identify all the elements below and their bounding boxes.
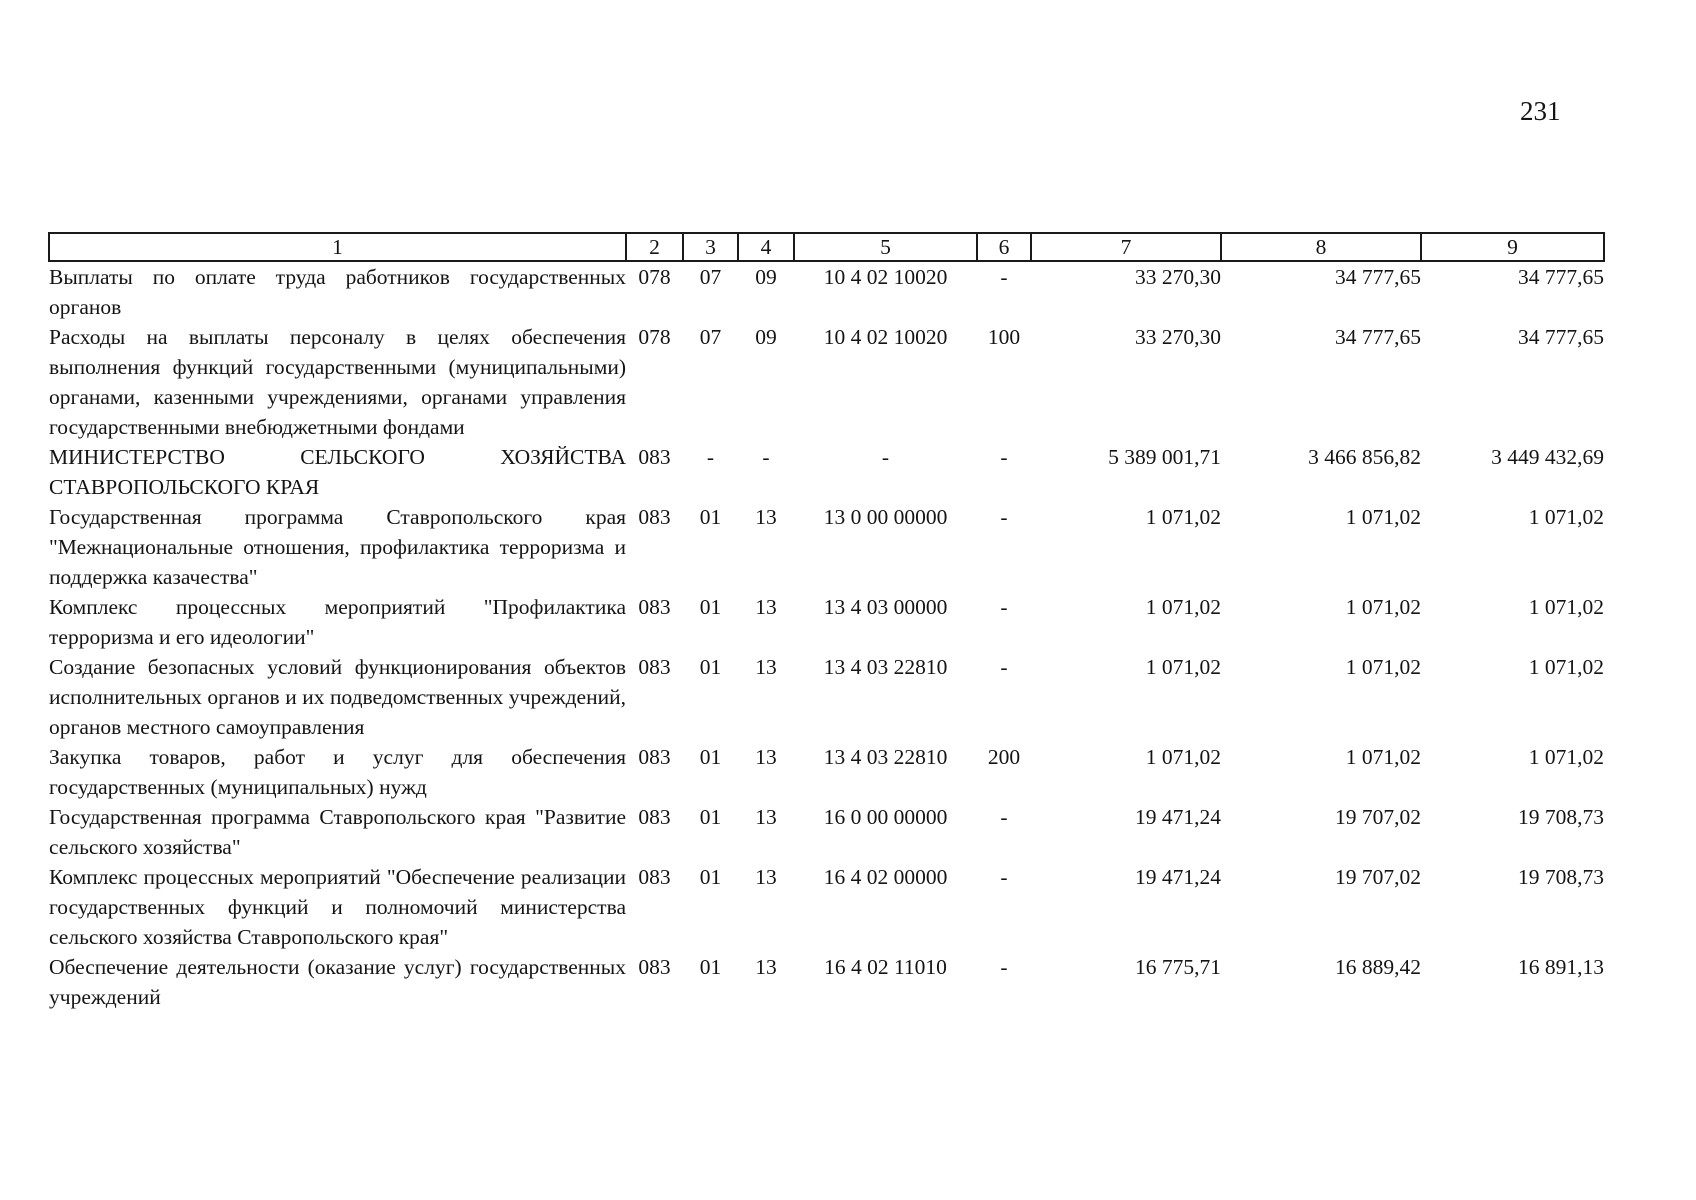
row-section: 01: [699, 805, 722, 829]
header-row: [49, 233, 1604, 261]
row-subsection: -: [762, 445, 770, 469]
row-amount-col7: 33 270,30: [1135, 325, 1221, 349]
table-row: [49, 502, 1604, 592]
row-amount-col7: 1 071,02: [1145, 505, 1221, 529]
row-name: Государственная программа Ставропольского края "Развитие сельского хозяйства": [49, 805, 626, 859]
table-row: [49, 322, 1604, 442]
row-amount-col8: 34 777,65: [1335, 325, 1421, 349]
row-section: 07: [699, 265, 722, 289]
row-amount-col7: 1 071,02: [1145, 655, 1221, 679]
header-col-5: 5: [794, 233, 977, 261]
row-amount-col9: 34 777,65: [1518, 325, 1604, 349]
row-target-article: 13 4 03 00000: [823, 595, 948, 619]
row-amount-col8: 1 071,02: [1345, 505, 1421, 529]
row-subsection: 13: [755, 745, 777, 769]
row-ministry-code: 083: [638, 445, 671, 469]
row-expense-type: -: [1000, 805, 1008, 829]
row-amount-col7: 33 270,30: [1135, 265, 1221, 289]
table-row: [49, 952, 1604, 1012]
table-row: [49, 592, 1604, 652]
header-col-7: 7: [1031, 233, 1221, 261]
row-name: Обеспечение деятельности (оказание услуг) государственных учреждений: [49, 955, 626, 1009]
row-name: Выплаты по оплате труда работников государственных органов: [49, 265, 626, 319]
row-section: 01: [699, 505, 722, 529]
row-ministry-code: 083: [638, 865, 671, 889]
row-subsection: 13: [755, 595, 777, 619]
row-ministry-code: 078: [638, 265, 671, 289]
row-amount-col9: 1 071,02: [1528, 595, 1604, 619]
row-amount-col8: 1 071,02: [1345, 595, 1421, 619]
row-amount-col9: 1 071,02: [1528, 745, 1604, 769]
row-name: Расходы на выплаты персоналу в целях обеспечения выполнения функций государственными (муниципальными) органами, казенными учреждениями, органами управления государственными внебюджетными фондами: [49, 325, 626, 439]
row-target-article: -: [881, 445, 890, 469]
header-col-2: 2: [626, 233, 683, 261]
row-expense-type: -: [1000, 865, 1008, 889]
row-target-article: 16 4 02 11010: [824, 955, 947, 979]
row-amount-col9: 34 777,65: [1518, 265, 1604, 289]
row-amount-col7: 5 389 001,71: [1108, 445, 1221, 469]
row-subsection: 09: [755, 325, 777, 349]
table-row: [49, 442, 1604, 502]
row-name: Комплекс процессных мероприятий "Обеспечение реализации государственных функций и полномочий министерства сельского хозяйства Ставропольского края": [49, 865, 626, 949]
row-section: 07: [699, 325, 722, 349]
table-row: [49, 261, 1604, 322]
table-body: [49, 261, 1604, 1012]
row-amount-col9: 1 071,02: [1528, 655, 1604, 679]
row-target-article: 10 4 02 10020: [823, 265, 948, 289]
row-expense-type: 100: [987, 325, 1021, 349]
row-amount-col8: 1 071,02: [1345, 655, 1421, 679]
row-expense-type: -: [1000, 445, 1008, 469]
header-col-3: 3: [683, 233, 738, 261]
row-amount-col9: 19 708,73: [1518, 805, 1604, 829]
row-subsection: 13: [755, 955, 777, 979]
row-ministry-code: 083: [638, 745, 671, 769]
row-section: 01: [699, 955, 722, 979]
row-expense-type: -: [1000, 655, 1008, 679]
row-name: Комплекс процессных мероприятий "Профилактика терроризма и его идеологии": [49, 595, 626, 649]
row-amount-col9: 3 449 432,69: [1491, 445, 1604, 469]
row-subsection: 13: [755, 865, 777, 889]
budget-table: [48, 232, 1605, 1012]
header-col-9: 9: [1421, 233, 1604, 261]
table-row: [49, 652, 1604, 742]
row-amount-col9: 1 071,02: [1528, 505, 1604, 529]
row-section: 01: [699, 865, 722, 889]
header-col-1: 1: [49, 233, 626, 261]
row-target-article: 16 4 02 00000: [823, 865, 948, 889]
table-row: [49, 742, 1604, 802]
header-col-4: 4: [738, 233, 794, 261]
row-ministry-code: 083: [638, 955, 671, 979]
row-section: 01: [699, 655, 722, 679]
row-target-article: 16 0 00 00000: [823, 805, 948, 829]
row-name: Создание безопасных условий функционирования объектов исполнительных органов и их подведомственных учреждений, органов местного самоуправления: [49, 655, 626, 739]
row-target-article: 13 4 03 22810: [823, 655, 948, 679]
row-target-article: 13 0 00 00000: [823, 505, 948, 529]
row-amount-col7: 19 471,24: [1135, 805, 1221, 829]
row-name: МИНИСТЕРСТВО СЕЛЬСКОГО ХОЗЯЙСТВА СТАВРОПОЛЬСКОГО КРАЯ: [49, 445, 626, 499]
row-expense-type: -: [1000, 955, 1008, 979]
row-amount-col8: 19 707,02: [1335, 865, 1421, 889]
row-subsection: 13: [755, 805, 777, 829]
row-expense-type: -: [1000, 505, 1008, 529]
row-amount-col7: 19 471,24: [1135, 865, 1221, 889]
row-amount-col8: 19 707,02: [1335, 805, 1421, 829]
row-ministry-code: 083: [638, 595, 671, 619]
row-target-article: 10 4 02 10020: [823, 325, 948, 349]
row-subsection: 13: [755, 505, 777, 529]
row-name: Государственная программа Ставропольского края "Межнациональные отношения, профилактика терроризма и поддержка казачества": [49, 505, 626, 589]
row-amount-col7: 1 071,02: [1145, 745, 1221, 769]
row-subsection: 09: [755, 265, 777, 289]
row-expense-type: -: [1000, 595, 1008, 619]
row-amount-col9: 19 708,73: [1518, 865, 1604, 889]
header-col-8: 8: [1221, 233, 1421, 261]
row-ministry-code: 083: [638, 805, 671, 829]
row-amount-col8: 1 071,02: [1345, 745, 1421, 769]
row-amount-col7: 1 071,02: [1145, 595, 1221, 619]
row-amount-col8: 34 777,65: [1335, 265, 1421, 289]
table-row: [49, 862, 1604, 952]
row-ministry-code: 083: [638, 505, 671, 529]
page-number: 231: [1520, 96, 1561, 126]
row-target-article: 13 4 03 22810: [823, 745, 948, 769]
row-ministry-code: 078: [638, 325, 671, 349]
row-expense-type: -: [1000, 265, 1008, 289]
row-section: 01: [699, 745, 722, 769]
row-amount-col9: 16 891,13: [1518, 955, 1604, 979]
row-section: -: [706, 445, 715, 469]
row-expense-type: 200: [987, 745, 1021, 769]
table-header: [49, 233, 1604, 261]
row-amount-col7: 16 775,71: [1135, 955, 1221, 979]
row-amount-col8: 16 889,42: [1335, 955, 1421, 979]
table-row: [49, 802, 1604, 862]
header-col-6: 6: [977, 233, 1031, 261]
row-ministry-code: 083: [638, 655, 671, 679]
row-name: Закупка товаров, работ и услуг для обеспечения государственных (муниципальных) нужд: [49, 745, 626, 799]
row-section: 01: [699, 595, 722, 619]
row-amount-col8: 3 466 856,82: [1308, 445, 1421, 469]
row-subsection: 13: [755, 655, 777, 679]
